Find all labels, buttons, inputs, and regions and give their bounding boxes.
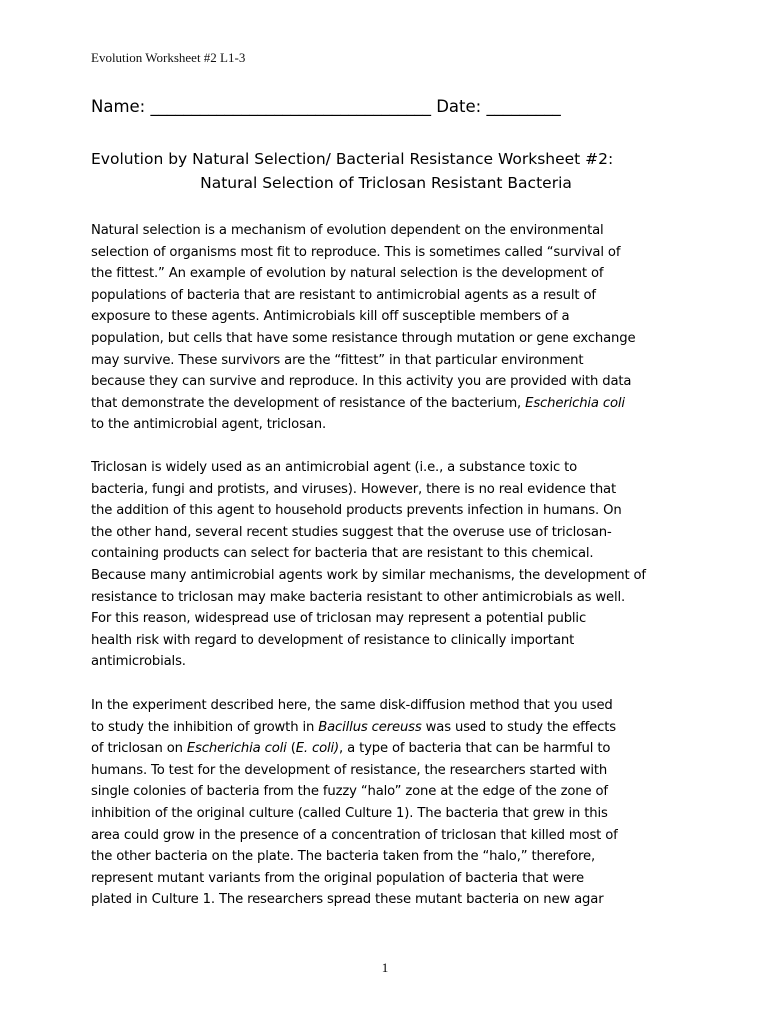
species-name: Escherichia coli [525,395,625,411]
text-line: bacteria, fungi and protists, and viruses). However, there is no real evidence that [91,481,616,497]
text-line: Because many antimicrobial agents work by similar mechanisms, the development of [91,567,646,583]
species-name: Escherichia coli [186,741,287,757]
text-fragment: ( [286,741,296,757]
text-line: represent mutant variants from the original population of bacteria that were [91,870,584,886]
text-line: humans. To test for the development of resistance, the researchers started with [91,762,608,778]
text-fragment: , a type of bacteria that can be harmful to [339,741,611,757]
text-line [91,738,681,760]
page-number: 1 [381,960,389,975]
text-fragment: to study the inhibition of growth in [91,719,319,735]
text-line: may survive. These survivors are the “fittest” in that particular environment [91,352,584,368]
text-line: inhibition of the original culture (called Culture 1). The bacteria that grew in this [91,805,608,821]
text-fragment: of triclosan on [91,741,187,757]
worksheet-title [91,147,681,195]
text-line: selection of organisms most fit to reproduce. This is sometimes called “survival of [91,244,621,260]
species-abbreviation: E. coli) [295,741,340,757]
text-line: Natural selection is a mechanism of evolution dependent on the environmental [91,223,604,238]
paragraph-1 [91,220,681,436]
paragraph-2 [91,457,681,673]
text-line: containing products can select for bacteria that are resistant to this chemical. [91,546,594,562]
text-line: plated in Culture 1. The researchers spread these mutant bacteria on new agar [91,892,604,908]
text-line: area could grow in the presence of a concentration of triclosan that killed most of [91,827,618,843]
text-line: Triclosan is widely used as an antimicrobial agent (i.e., a substance toxic to [91,460,578,475]
text-line: population, but cells that have some resistance through mutation or gene exchange [91,330,636,346]
species-name: Bacillus cereuss [318,719,422,735]
text-line: health risk with regard to development of resistance to clinically important [91,632,575,648]
name-date-line: Name: __________________________________ Date: _________ [91,97,561,116]
text-fragment: was used to study the effects [421,719,616,735]
text-line: single colonies of bacteria from the fuzzy “halo” zone at the edge of the zone of [91,784,608,800]
text-line: the addition of this agent to household products prevents infection in humans. On [91,503,622,519]
text-line: In the experiment described here, the same disk-diffusion method that you used [91,698,613,713]
text-line [91,717,681,739]
text-line: resistance to triclosan may make bacteria resistant to other antimicrobials as well. [91,589,626,605]
text-line: the fittest.” An example of evolution by natural selection is the development of [91,266,604,282]
document-header: Evolution Worksheet #2 L1-3 [91,50,246,65]
text-line: antimicrobials. [91,654,186,670]
text-line: the other hand, several recent studies suggest that the overuse use of triclosan- [91,524,612,540]
text-line: the other bacteria on the plate. The bacteria taken from the “halo,” therefore, [91,849,596,865]
title-line-1: Evolution by Natural Selection/ Bacterial Resistance Worksheet #2: [91,150,614,168]
text-line: because they can survive and reproduce. In this activity you are provided with data [91,374,632,390]
text-line: exposure to these agents. Antimicrobials kill off susceptible members of a [91,309,570,325]
text-line [91,393,681,415]
text-line: populations of bacteria that are resistant to antimicrobial agents as a result of [91,287,596,303]
text-fragment: that demonstrate the development of resistance of the bacterium, [91,395,526,411]
text-line: to the antimicrobial agent, triclosan. [91,417,326,433]
title-line-2: Natural Selection of Triclosan Resistant Bacteria [200,174,572,192]
paragraph-3 [91,695,681,911]
text-line: For this reason, widespread use of triclosan may represent a potential public [91,611,587,627]
